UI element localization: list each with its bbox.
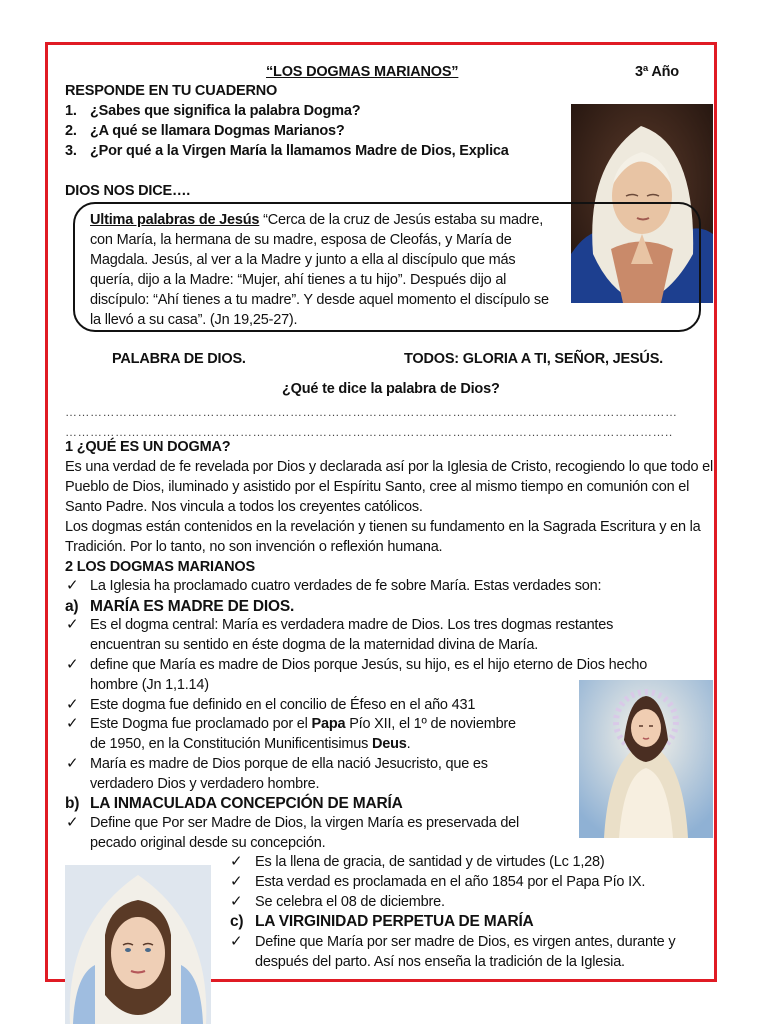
question-text: ¿Por qué a la Virgen María la llamamos Madre de Dios, Explica <box>90 143 509 159</box>
list-item: Es la llena de gracia, de santidad y de virtudes (Lc 1,28) <box>255 854 605 870</box>
virgin-mary-veil-image <box>65 865 211 1024</box>
papa-link-text: Papa <box>311 716 346 732</box>
list-item-continued: pecado original desde su concepción. <box>90 835 326 851</box>
text-run: . <box>406 736 411 752</box>
item-label: c) <box>230 913 244 930</box>
answer-line: ……………………………………………………………………………………………………………………………….. <box>65 425 673 439</box>
immaculate-conception-image <box>579 680 713 838</box>
question-number: 2. <box>65 123 77 139</box>
list-item: Define que María por ser madre de Dios, es virgen antes, durante y <box>255 934 676 950</box>
list-item <box>90 714 516 734</box>
instruction-heading: RESPONDE EN TU CUADERNO <box>65 83 278 99</box>
reflection-question: ¿Qué te dice la palabra de Dios? <box>282 381 500 397</box>
question-text: ¿A qué se llamara Dogmas Marianos? <box>90 123 345 139</box>
question-text: ¿Sabes que significa la palabra Dogma? <box>90 103 361 119</box>
list-item: Define que Por ser Madre de Dios, la virgen María es preservada del <box>90 815 520 831</box>
quote-heading: Ultima palabras de Jesús <box>90 212 260 228</box>
deus-link-text: Deus <box>371 736 407 752</box>
check-icon: ✓ <box>66 616 79 633</box>
text-run: Pío XII, el 1º de noviembre <box>345 716 516 732</box>
list-item: Se celebra el 08 de diciembre. <box>255 894 445 910</box>
question-number: 3. <box>65 143 77 159</box>
scripture-quote <box>90 210 560 330</box>
dogma-c-heading: LA VIRGINIDAD PERPETUA DE MARÍA <box>255 913 534 930</box>
dios-nos-dice-heading: DIOS NOS DICE…. <box>65 183 191 199</box>
dogma-b-heading: LA INMACULADA CONCEPCIÓN DE MARÍA <box>90 795 403 812</box>
check-icon: ✓ <box>66 814 79 831</box>
dogma-a-heading: MARÍA ES MADRE DE DIOS. <box>90 598 295 615</box>
list-item-continued: verdadero Dios y verdadero hombre. <box>90 776 320 792</box>
list-item-continued: hombre (Jn 1,1.14) <box>90 677 209 693</box>
item-label: b) <box>65 795 80 812</box>
list-item: La Iglesia ha proclamado cuatro verdades de fe sobre María. Estas verdades son: <box>90 578 602 594</box>
list-item-continued: encuentran su sentido en éste dogma de la maternidad divina de María. <box>90 637 539 653</box>
section-2-heading: 2 LOS DOGMAS MARIANOS <box>65 559 255 575</box>
check-icon: ✓ <box>66 755 79 772</box>
check-icon: ✓ <box>230 933 243 950</box>
answer-line: ………………………………………………………………………………………………………………………………… <box>65 405 678 419</box>
list-item: María es madre de Dios porque de ella nació Jesucristo, que es <box>90 756 488 772</box>
list-item: define que María es madre de Dios porque Jesús, su hijo, es el hijo eterno de Dios hecho <box>90 657 648 673</box>
worksheet-title: “LOS DOGMAS MARIANOS” <box>266 64 459 80</box>
question-number: 1. <box>65 103 77 119</box>
text-run: de 1950, en la Constitución Munificentisimus <box>90 736 372 752</box>
list-item-continued: después del parto. Así nos enseña la tradición de la Iglesia. <box>255 954 625 970</box>
list-item-continued <box>90 734 410 754</box>
text-run: Este Dogma fue proclamado por el <box>90 716 312 732</box>
check-icon: ✓ <box>66 715 79 732</box>
check-icon: ✓ <box>66 656 79 673</box>
list-item: Esta verdad es proclamada en el año 1854 por el Papa Pío IX. <box>255 874 646 890</box>
item-label: a) <box>65 598 79 615</box>
dogma-definition-paragraph: Es una verdad de fe revelada por Dios y declarada así por la Iglesia de Cristo, recogiendo lo que todo el Pueblo de Dios, iluminado y asistido por el Espíritu Santo, cree al mismo tiempo en comunión con el Santo Padre. Nos vincula a todos los creyentes católicos. <box>65 459 714 515</box>
palabra-de-dios-label: PALABRA DE DIOS. <box>112 351 246 367</box>
check-icon: ✓ <box>66 696 79 713</box>
check-icon: ✓ <box>66 577 79 594</box>
section-1-heading: 1 ¿QUÉ ES UN DOGMA? <box>65 439 231 455</box>
check-icon: ✓ <box>230 873 243 890</box>
check-icon: ✓ <box>230 853 243 870</box>
grade-label: 3ª Año <box>635 64 679 80</box>
quote-body: “Cerca de la cruz de Jesús estaba su madre, con María, la hermana de su madre, esposa de Cleofás, y María de Magdala. Jesús, al ver a la Madre y junto a ella al discípulo que más quería, dijo a la Madre: “Mujer, ahí tienes a tu hijo”. Después dijo al discípulo: “Ahí tienes a tu madre”. Y desde aquel momento el discípulo se la llevó a su casa”. (Jn 19,25-27). <box>90 212 549 328</box>
list-item: Es el dogma central: María es verdadera madre de Dios. Los tres dogmas restantes <box>90 617 614 633</box>
dogma-foundation-paragraph: Los dogmas están contenidos en la revelación y tienen su fundamento en la Sagrada Escritura y en la Tradición. Por lo tanto, no son invención o reflexión humana. <box>65 519 701 555</box>
check-icon: ✓ <box>230 893 243 910</box>
response-acclamation: TODOS: GLORIA A TI, SEÑOR, JESÚS. <box>404 351 663 367</box>
list-item: Este dogma fue definido en el concilio de Éfeso en el año 431 <box>90 697 476 713</box>
